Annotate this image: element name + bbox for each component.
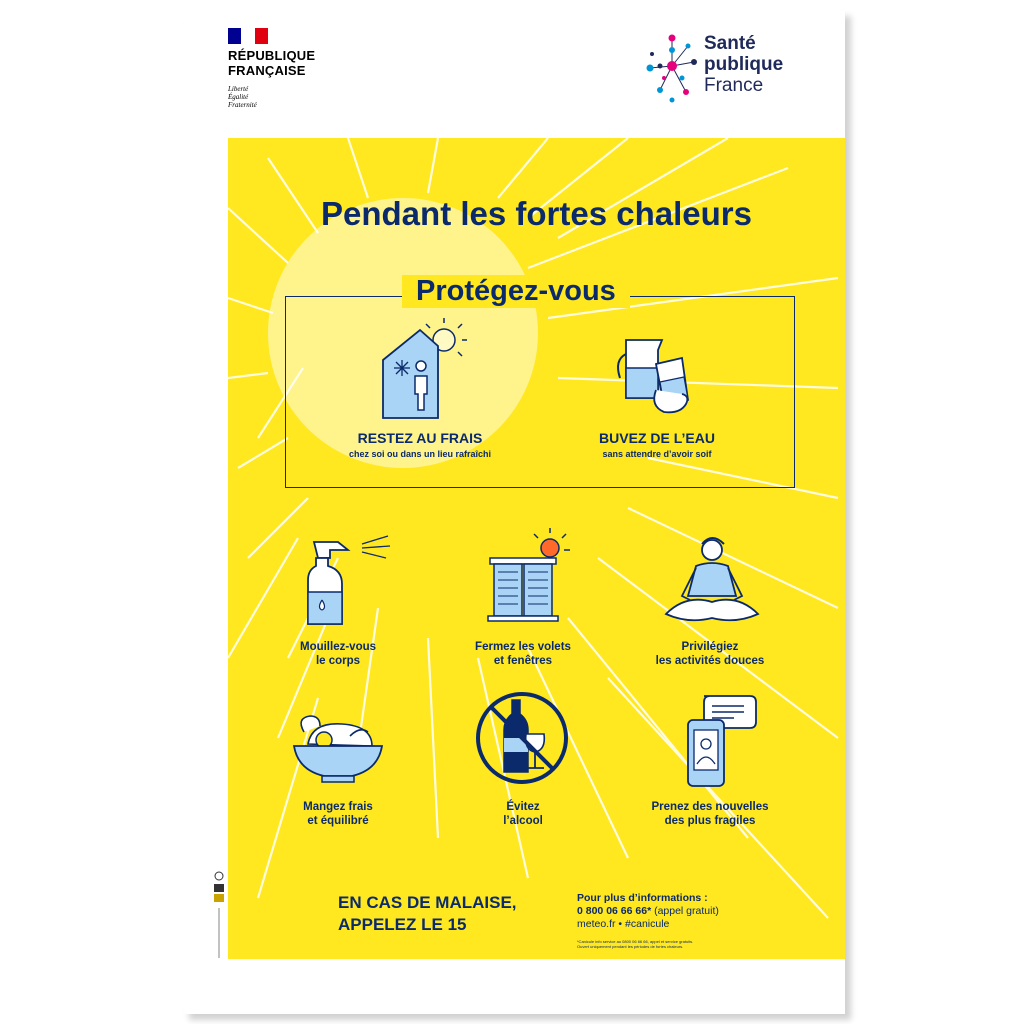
tip-label-eat-fresh bbox=[253, 800, 423, 828]
info-phone-line bbox=[577, 905, 719, 918]
fine-print-1: *Canicule info service au 0800 06 66 66, appel et service gratuits. bbox=[577, 939, 694, 944]
tip-label-avoid-alcohol bbox=[438, 800, 608, 828]
motto-egalite: Égalité bbox=[228, 93, 249, 101]
sante-publique-france-wordmark bbox=[704, 33, 783, 96]
emergency-callout bbox=[338, 892, 517, 936]
tip-wet-body-line1: Mouillez-vous bbox=[299, 641, 377, 653]
info-website: meteo.fr • #canicule bbox=[577, 918, 670, 930]
food-bowl-icon bbox=[288, 706, 388, 786]
tip-close-shutters-line2: et fenêtres bbox=[493, 655, 553, 667]
spf-line-1: Santé bbox=[704, 33, 756, 54]
emergency-line-1: EN CAS DE MALAISE, bbox=[338, 893, 517, 912]
motto-liberte: Liberté bbox=[228, 85, 249, 93]
republique-flag-icon bbox=[228, 28, 268, 44]
stay-cool-label: RESTEZ AU FRAIS bbox=[357, 430, 483, 446]
republique-francaise-logo bbox=[228, 48, 315, 78]
more-info-block bbox=[577, 892, 719, 931]
tip-label-check-on-vulnerable bbox=[625, 800, 795, 828]
emergency-line-2: APPELEZ LE 15 bbox=[338, 915, 467, 934]
protect-box bbox=[285, 296, 795, 488]
tip-label-gentle-activities bbox=[625, 640, 795, 668]
sante-publique-france-logo-icon bbox=[642, 28, 702, 104]
republique-motto bbox=[228, 85, 257, 109]
motto-fraternite: Fraternité bbox=[228, 101, 257, 109]
tip-label-close-shutters bbox=[438, 640, 608, 668]
page-title: Pendant les fortes chaleurs bbox=[321, 195, 752, 232]
tip-gentle-activities-line1: Privilégiez bbox=[681, 641, 739, 653]
tip-eat-fresh-line1: Mangez frais bbox=[303, 801, 373, 813]
page-subtitle: Protégez-vous bbox=[416, 275, 616, 307]
tip-close-shutters-line1: Fermez les volets bbox=[475, 641, 571, 653]
spf-line-2: publique bbox=[704, 54, 784, 75]
water-jug-icon bbox=[612, 330, 702, 420]
fine-print-2: Ouvert uniquement pendant les périodes de fortes chaleurs. bbox=[577, 944, 684, 949]
tip-label-wet-body bbox=[253, 640, 423, 668]
phone-call-icon bbox=[682, 694, 762, 790]
subtitle-wrap bbox=[402, 275, 630, 308]
stay-cool-sub: chez soi ou dans un lieu rafraîchi bbox=[348, 449, 492, 459]
spf-line-3: France bbox=[704, 75, 764, 96]
tip-eat-fresh-line2: et équilibré bbox=[307, 815, 369, 827]
republique-line-1: RÉPUBLIQUE bbox=[228, 48, 316, 63]
side-recycling-marks-icon bbox=[212, 870, 226, 960]
tip-check-vulnerable-line1: Prenez des nouvelles bbox=[651, 801, 769, 813]
fine-print bbox=[577, 939, 693, 949]
cool-house-icon bbox=[378, 320, 468, 420]
tip-gentle-activities-line2: les activités douces bbox=[655, 655, 765, 667]
info-phone: 0 800 06 66 66* bbox=[577, 905, 652, 917]
shutters-icon bbox=[488, 528, 578, 623]
tip-check-vulnerable-line2: des plus fragiles bbox=[664, 815, 756, 827]
no-alcohol-icon bbox=[474, 690, 570, 786]
drink-water-sub: sans attendre d’avoir soif bbox=[602, 449, 712, 459]
tip-avoid-alcohol-line1: Évitez bbox=[506, 801, 540, 813]
info-heading: Pour plus d’informations : bbox=[577, 892, 708, 904]
tip-avoid-alcohol-line2: l’alcool bbox=[503, 815, 543, 827]
republique-line-2: FRANÇAISE bbox=[228, 63, 306, 78]
meditation-icon bbox=[660, 532, 760, 627]
drink-water-label: BUVEZ DE L’EAU bbox=[599, 430, 715, 446]
spray-bottle-icon bbox=[300, 532, 400, 632]
info-phone-note: (appel gratuit) bbox=[651, 905, 719, 917]
tip-wet-body-line2: le corps bbox=[315, 655, 361, 667]
